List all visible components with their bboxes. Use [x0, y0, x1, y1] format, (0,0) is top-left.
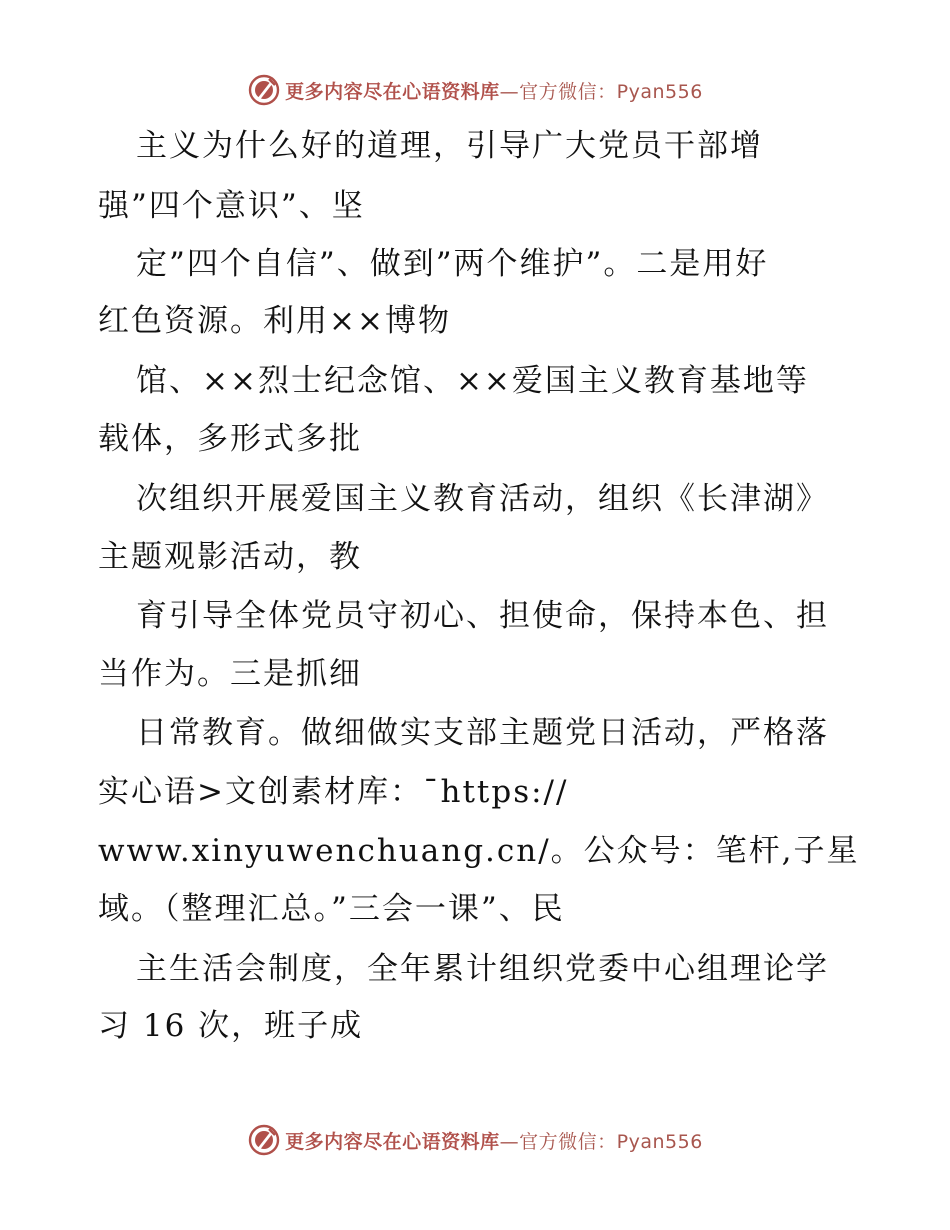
footer-banner-main: 更多内容尽在心语资料库 — [285, 1130, 500, 1153]
footer-banner-contact: 官方微信：Pyan556 — [519, 1130, 703, 1153]
brush-logo-icon — [247, 1123, 281, 1157]
body-line: 当作为。三是抓细 — [98, 656, 362, 692]
header-banner-main: 更多内容尽在心语资料库 — [285, 80, 500, 103]
body-line: 定”四个自信”、做到”两个维护”。二是用好 — [136, 246, 769, 282]
header-banner-contact: 官方微信：Pyan556 — [519, 80, 703, 103]
body-line: 载体，多形式多批 — [98, 421, 362, 457]
brush-logo-icon — [247, 73, 281, 107]
body-line: www.xinyuwenchuang.cn/。公众号：笔杆,子星 — [98, 833, 860, 869]
body-line: 主义为什么好的道理，引导广大党员干部增 — [136, 128, 763, 164]
footer-banner-text — [285, 1127, 703, 1154]
body-line: 域。（整理汇总。”三会一课”、民 — [98, 891, 565, 927]
footer-banner — [0, 1120, 950, 1160]
body-line: 主题观影活动，教 — [98, 539, 362, 575]
header-banner — [0, 70, 950, 110]
header-banner-text — [285, 77, 703, 104]
body-line: 习 16 次，班子成 — [98, 1008, 364, 1044]
body-line: 主生活会制度，全年累计组织党委中心组理论学 — [136, 951, 829, 987]
body-line: 次组织开展爱国主义教育活动，组织《长津湖》 — [136, 481, 829, 517]
body-line: 红色资源。利用××博物 — [98, 303, 451, 339]
body-line: 强”四个意识”、坚 — [98, 188, 365, 224]
body-line: 日常教育。做细做实支部主题党日活动，严格落 — [136, 715, 829, 751]
body-line: 实心语>文创素材库：¯https:// — [98, 774, 569, 810]
body-line: 馆、××烈士纪念馆、××爱国主义教育基地等 — [136, 363, 809, 399]
footer-banner-separator: — — [499, 1130, 520, 1153]
header-banner-separator: — — [499, 80, 520, 103]
body-line: 育引导全体党员守初心、担使命，保持本色、担 — [136, 598, 829, 634]
